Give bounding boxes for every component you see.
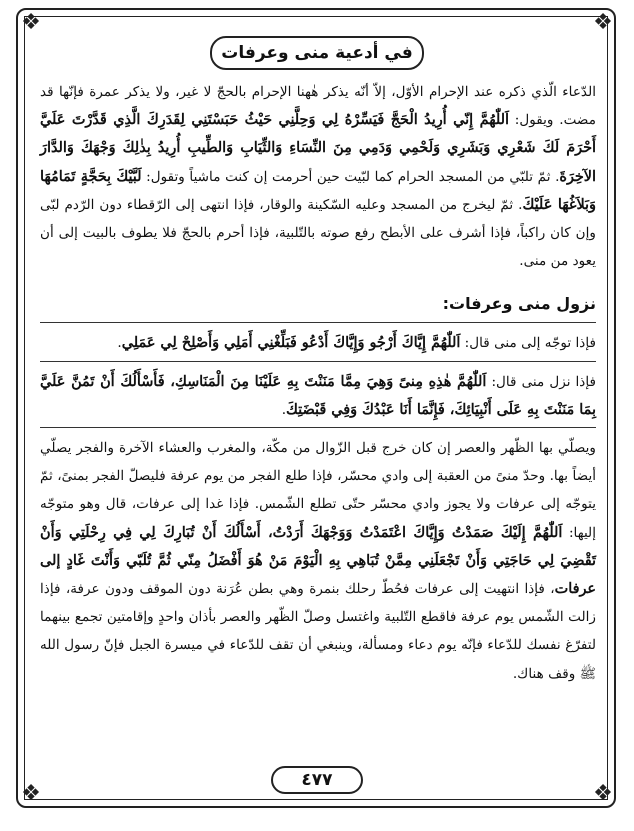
dua-quote: اَللّٰهُمَّ هٰذِهِ مِنىً وَهِيَ مِمَّا مَنَنْتَ بِهِ عَلَيْنَا مِنَ الْمَنَاسِكِ، فَأَسْأَلُكَ أَنْ تَمُنَّ عَلَيَّ بِمَا مَنَنْتَ بِهِ عَلَى أَنْبِيَائِكَ، فَإِنَّمَا أَنَا عَبْدُكَ وَفِي قَبْضَتِكَ — [40, 372, 596, 418]
paragraph-text: . ثمّ ليخرج من المسجد وعليه السّكينة والوقار، فإذا انتهى إلى الرّقطاء دون الرّدم لبّى وإن كان راكباً، فإذا أشرف على الأبطح رفع صوته بالتّلبية، فإذا أحرم بالحجّ فلا يطوف بالبيت إلى أن يعود من منى. — [40, 196, 596, 270]
dua-quote: اَللّٰهُمَّ إِلَيْكَ صَمَدْتُ وَإِيَّاكَ اعْتَمَدْتُ وَوَجْهَكَ أَرَدْتُ، أَسْأَلُكَ أَنْ تُبَارِكَ لِي فِي رِحْلَتِي وَأَنْ تَقْضِيَ لِي حَاجَتِي وَأَنْ تَجْعَلَنِي مِمَّنْ تُبَاهِي بِهِ الْيَوْمَ مَنْ هُوَ أَفْضَلُ مِنّي ثُمَّ تُلَبّي وَأَنْتَ غَادٍ إلى عرفات — [40, 523, 596, 598]
section-divider — [40, 361, 596, 362]
page-title-frame — [210, 36, 424, 70]
paragraph — [40, 368, 596, 424]
paragraph-text: ، فإذا انتهيت إلى عرفات فحُطّ رحلك بنمرة وهي بطن عُرَنة دون الموقف ودون عرفة، فإذا زالت الشّمس يوم عرفة فاقطع التّلبية واغتسل وصلّ الظّهر والعصر بأذان واحدٍ وإقامتين تجمع بينهما لتفرّغ نفسك للدّعاء فإنّه يوم دعاء ومسألة، وينبغي أن تقف للدّعاء في ميسرة الجبل فإنّ رسول الله ﷺ وقف هناك. — [40, 581, 596, 682]
corner-ornament-icon: ❖ — [593, 10, 613, 35]
paragraph-text: ويصلّي بها الظّهر والعصر إن كان خرج قبل الزّوال من مكّة، والمغرب والعشاء الآخرة والفجر يصلّي أيضاً بها. وحدّ منىً من العقبة إلى وادي محسّر، فإذا طلع الفجر من يوم عرفة فليصلّ الفجر بمنىً، ثمّ يتوجّه إلى عرفات ولا يجوز وادي محسّر حتّى تطلع الشّمس. فإذا غدا إلى عرفات، قال وهو متوجّه إليها: — [40, 440, 596, 541]
corner-ornament-icon: ❖ — [21, 781, 41, 806]
section-divider — [40, 322, 596, 323]
paragraph-text: الدّعاء الّذي ذكره عند الإحرام الأوّل، إلاّ أنّه يذكر هٰهنا الإحرام بالحجّ لا غير، ولا يذكر عمرة فإنّها قد مضت. ويقول: — [40, 84, 596, 129]
section-divider — [40, 427, 596, 428]
dua-quote: اَللّٰهُمَّ إِيَّاكَ أَرْجُو وَإِيَّاكَ أَدْعُو فَبَلِّغْنِي أَمَلِي وَأَصْلِحْ لِي عَمَلِي — [121, 334, 461, 352]
page-number: ٤٧٧ — [301, 770, 333, 790]
paragraph-text: . — [281, 401, 287, 418]
section-heading: نزول منى وعرفات: — [442, 294, 596, 314]
dua-quote: اَللّٰهُمَّ إِنّي أُرِيدُ الْحَجَّ فَيَسِّرْهُ لِي وَحِلَّنِي حَيْثُ حَبَسْتَنِي لِقَدَرِكَ الَّذِي قَدَّرْتَ عَلَيَّ أَحْرَمَ لَكَ شَعْرِي وَبَشَرِي وَلَحْمِي وَدَمِي مِنَ النِّسَاءِ وَالثِّيَابِ وَالطِّيبِ أُرِيدُ بِذٰلِكَ وَجْهَكَ وَالدَّارَ الآخِرَةَ — [40, 111, 596, 185]
page-number-frame — [271, 766, 363, 794]
paragraph-text: . — [117, 335, 122, 352]
paragraph-text: فإذا توجّه إلى منى قال: — [460, 335, 596, 352]
dua-quote: لَبَّيْكَ بِحَجَّةٍ تَمَامُهَا وَبَلاَغُهَا عَلَيْكَ — [40, 167, 596, 213]
corner-ornament-icon: ❖ — [21, 10, 41, 35]
paragraph — [40, 329, 596, 357]
paragraph — [40, 78, 596, 275]
paragraph — [40, 434, 596, 688]
paragraph-text: فإذا نزل منى قال: — [486, 373, 596, 390]
page-body — [40, 78, 596, 688]
page-title: في أدعية منى وعرفات — [221, 43, 413, 63]
paragraph-text: . ثمّ تلبّي من المسجد الحرام كما لبّيت حين أحرمت إن كنت ماشياً وتقول: — [141, 168, 560, 185]
corner-ornament-icon: ❖ — [593, 781, 613, 806]
